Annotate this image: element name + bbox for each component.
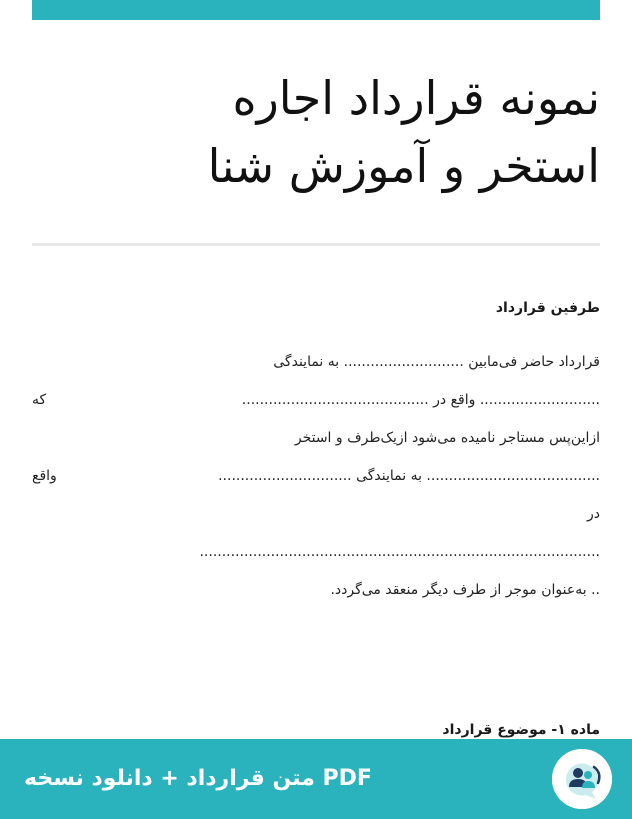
top-accent-bar	[32, 0, 600, 20]
section-heading-parties: طرفین قرارداد	[495, 300, 600, 316]
contract-line-1: قرارداد حاضر فی‌مابین ........................... به نمایندگی	[273, 354, 600, 370]
contract-line-3: ازاین‌پس مستاجر نامیده می‌شود ازیک‌طرف و استخر	[294, 430, 600, 446]
contract-line-6: ..........................................................................................	[199, 544, 600, 560]
footer-download-link[interactable]: متن قرارداد + دانلود نسخه PDF	[24, 766, 372, 791]
contract-line-4	[32, 466, 600, 486]
contract-line-2-end: که	[32, 392, 47, 408]
title-divider	[32, 243, 600, 246]
footer-banner[interactable]	[0, 739, 632, 819]
title-line-1: نمونه قرارداد اجاره	[232, 71, 600, 125]
contract-line-4-end: واقع	[32, 468, 57, 484]
users-icon[interactable]	[552, 749, 612, 809]
contract-line-5: در	[587, 506, 600, 522]
contract-content	[32, 294, 600, 618]
page-title	[32, 64, 600, 200]
contract-line-4-start: ....................................... به نمایندگی ..............................	[218, 468, 600, 484]
contract-line-7: .. به‌عنوان موجر از طرف دیگر منعقد می‌گردد.	[330, 582, 600, 598]
contract-line-2-start: ........................... واقع در ..........................................	[241, 392, 600, 408]
section-heading-subject: ماده ۱- موضوع قرارداد	[442, 722, 600, 738]
title-line-2: استخر و آموزش شنا	[207, 139, 600, 193]
logo-graphic	[552, 749, 612, 809]
contract-line-2	[32, 390, 600, 410]
